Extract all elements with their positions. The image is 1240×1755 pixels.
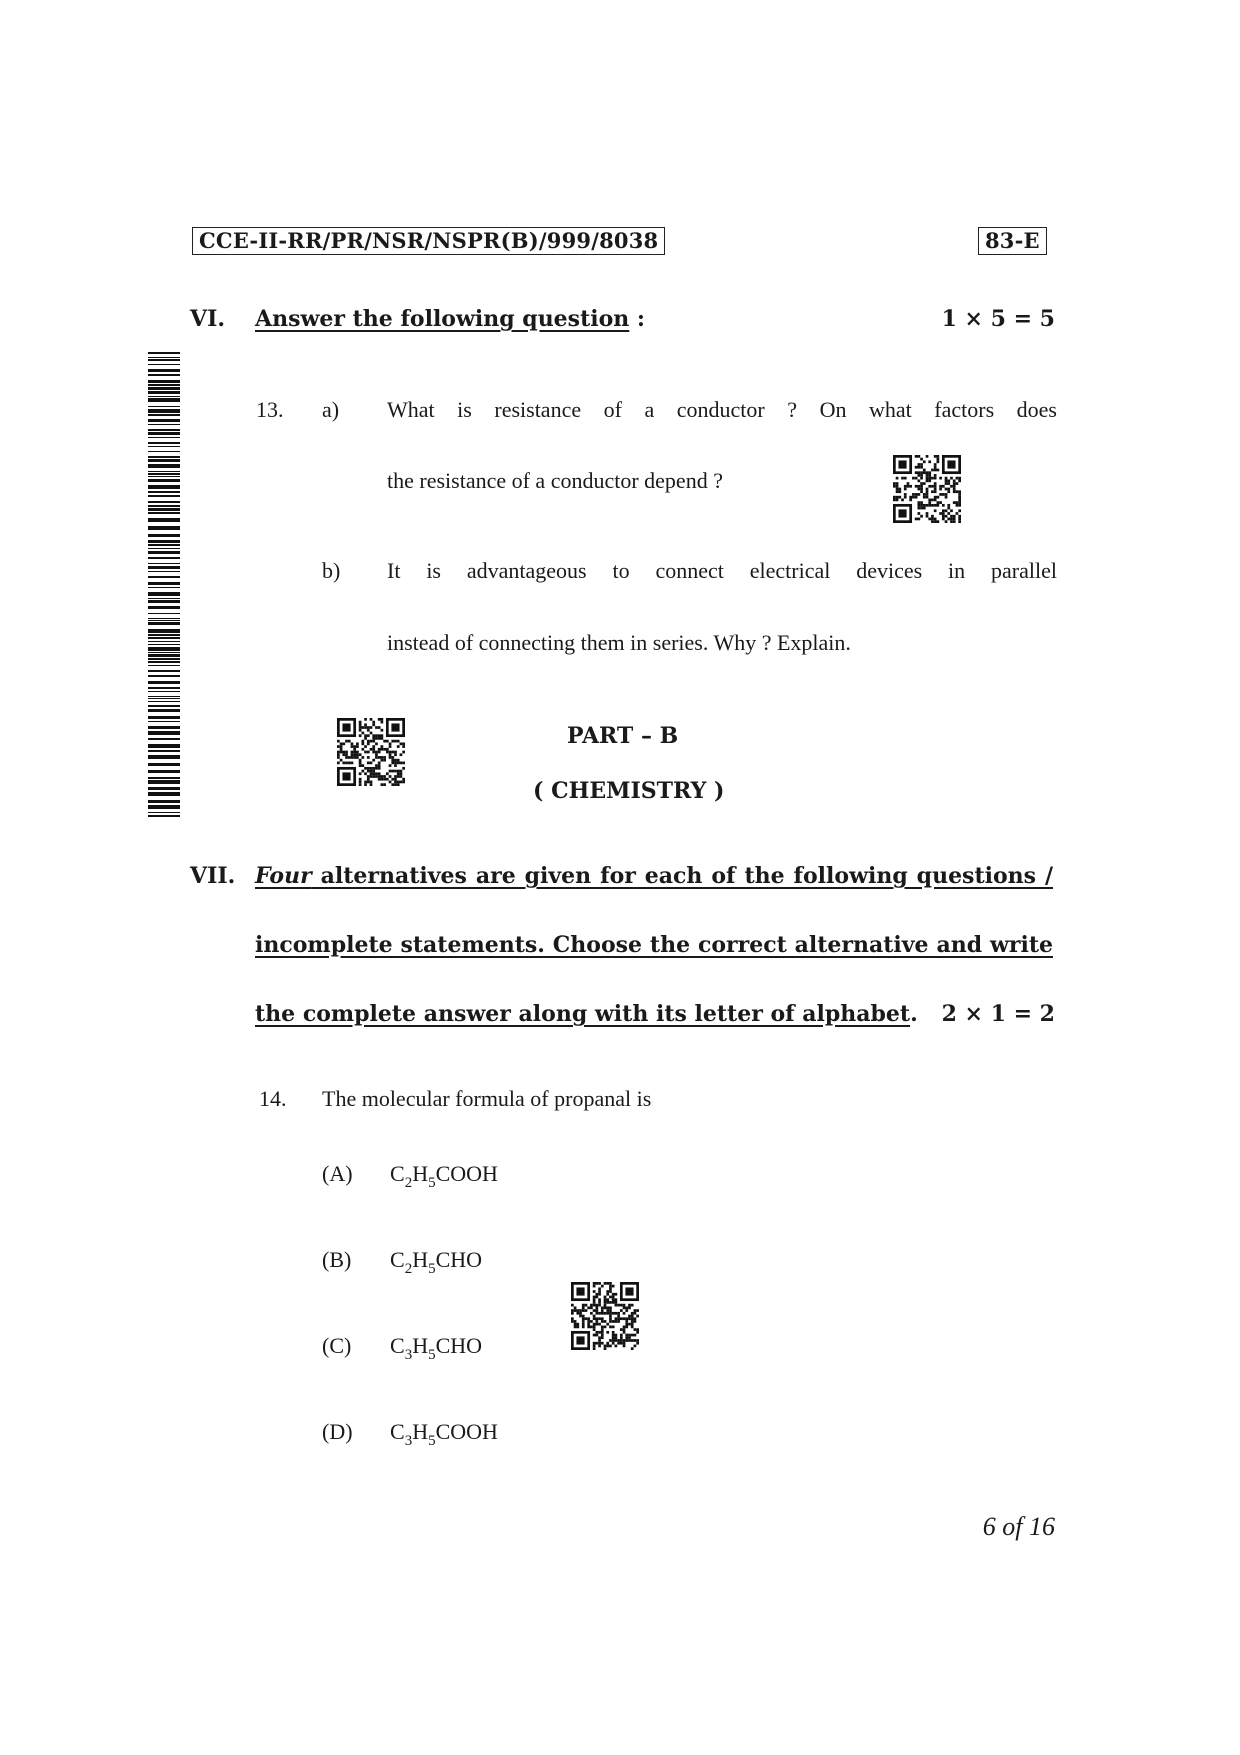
section-number: VII. xyxy=(190,863,236,889)
section-instruction: Answer the following question : xyxy=(255,306,646,332)
qr-code xyxy=(893,455,961,523)
sub-question-label: a) xyxy=(322,397,340,422)
section-marks: 1 × 5 = 5 xyxy=(941,306,1055,332)
question-number: 13. xyxy=(256,397,284,422)
option-label: (C) xyxy=(322,1333,352,1358)
option-label: (D) xyxy=(322,1419,353,1444)
section-marks: 2 × 1 = 2 xyxy=(941,1001,1055,1027)
question-number: 14. xyxy=(259,1086,287,1111)
part-subject: ( CHEMISTRY ) xyxy=(533,778,725,804)
option-label: (A) xyxy=(322,1161,353,1186)
qr-code xyxy=(571,1282,639,1350)
option-formula: $C_2H_5CHO$ xyxy=(390,1247,483,1277)
section-instruction: Four alternatives are given for each of the following questions / xyxy=(255,863,1053,889)
subject-code: 83-E xyxy=(978,227,1047,255)
question-text: instead of connecting them in series. Why ? Explain. xyxy=(387,630,851,655)
sub-question-label: b) xyxy=(322,558,341,583)
section-instruction: the complete answer along with its letter of alphabet. xyxy=(255,1001,918,1027)
paper-code: CCE-II-RR/PR/NSR/NSPR(B)/999/8038 xyxy=(192,227,665,255)
option-formula: $C_3H_5CHO$ xyxy=(390,1333,483,1363)
option-formula: $C_2H_5COOH$ xyxy=(390,1161,498,1191)
qr-code xyxy=(337,718,405,786)
barcode xyxy=(148,352,180,820)
question-text: It is advantageous to connect electrical devices in parallel xyxy=(387,558,1057,583)
question-text: The molecular formula of propanal is xyxy=(322,1086,652,1111)
page-number: 6 of 16 xyxy=(982,1512,1055,1541)
option-label: (B) xyxy=(322,1247,352,1272)
question-text: What is resistance of a conductor ? On what factors does xyxy=(387,397,1057,422)
option-formula: $C_3H_5COOH$ xyxy=(390,1419,498,1449)
part-title: PART – B xyxy=(567,723,679,749)
section-number: VI. xyxy=(190,306,226,332)
question-text: the resistance of a conductor depend ? xyxy=(387,468,723,493)
section-instruction: incomplete statements. Choose the correct alternative and write xyxy=(255,932,1053,958)
